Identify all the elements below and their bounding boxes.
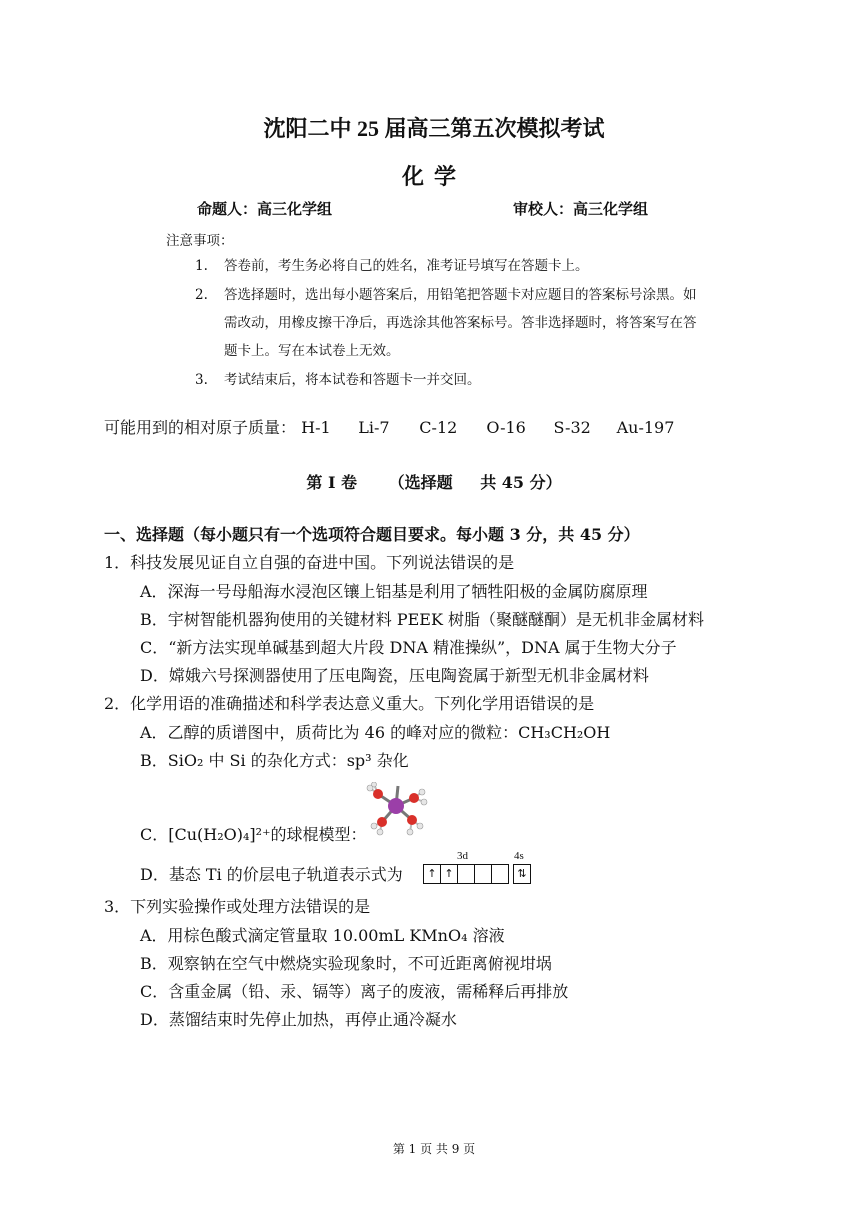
orbital-box: ⇅: [513, 864, 531, 884]
section-name: （选择题: [388, 473, 453, 492]
note-number: 1.: [195, 258, 208, 274]
subject-title: 化学: [401, 164, 466, 189]
section-title: [0, 470, 868, 493]
note-line: 题卡上。写在本试卷上无效。: [224, 343, 400, 359]
answer-option: D．基态 Ti 的价层电子轨道表示式为: [140, 865, 403, 884]
atomic-mass-value: Li-7: [358, 418, 390, 437]
note-line: 答卷前，考生务必将自己的姓名，准考证号填写在答题卡上。: [224, 258, 589, 274]
note-line: 考试结束后，将本试卷和答题卡一并交回。: [224, 372, 481, 388]
orbital-box: [474, 864, 492, 884]
atomic-mass-value: O-16: [486, 418, 526, 437]
ball-stick-model-image: [362, 782, 438, 840]
author-line: 命题人：高三化学组: [197, 200, 333, 218]
answer-option: A．乙醇的质谱图中，质荷比为 46 的峰对应的微粒：CH₃CH₂OH: [140, 723, 611, 742]
answer-option: D．蒸馏结束时先停止加热，再停止通冷凝水: [140, 1010, 457, 1029]
answer-option: B．观察钠在空气中燃烧实验现象时，不可近距离俯视坩埚: [140, 954, 552, 973]
orbital-3d-boxes: [423, 864, 508, 884]
atomic-mass-value: C-12: [419, 418, 458, 437]
note-line: 需改动，用橡皮擦干净后，再选涂其他答案标号。答非选择题时，将答案写在答: [224, 315, 697, 331]
atomic-mass-value: S-32: [553, 418, 591, 437]
page-number: 第 1 页 共 9 页: [392, 1142, 476, 1156]
atomic-masses: [104, 415, 674, 438]
section-total: 共 45 分）: [480, 473, 562, 492]
orbital-4s-boxes: [513, 864, 530, 884]
notes-heading: 注意事项：: [166, 233, 234, 249]
section-part: 第 I 卷: [306, 473, 358, 492]
answer-option: B．宇树智能机器狗使用的关键材料 PEEK 树脂（聚醚醚酮）是无机非金属材料: [140, 610, 705, 629]
answer-option: B．SiO₂ 中 Si 的杂化方式：sp³ 杂化: [140, 751, 409, 770]
note-number: 2.: [195, 287, 208, 303]
note-number: 3.: [195, 372, 208, 388]
atomic-mass-value: H-1: [301, 418, 331, 437]
answer-option: C．“新方法实现单碱基到超大片段 DNA 精准操纵”，DNA 属于生物大分子: [140, 638, 677, 657]
question-stem: 3．下列实验操作或处理方法错误的是: [104, 897, 371, 916]
answer-option: A．用棕色酸式滴定管量取 10.00mL KMnO₄ 溶液: [140, 926, 505, 945]
orbital-box: [491, 864, 509, 884]
exam-title: 沈阳二中 25 届高三第五次模拟考试: [263, 116, 605, 141]
orbital-4s-label: 4s: [514, 850, 524, 862]
answer-option: D．嫦娥六号探测器使用了压电陶瓷，压电陶瓷属于新型无机非金属材料: [140, 666, 649, 685]
reviewer-line: 审校人：高三化学组: [513, 200, 649, 218]
question-stem: 2．化学用语的准确描述和科学表达意义重大。下列化学用语错误的是: [104, 694, 595, 713]
orbital-box: ↑: [440, 864, 458, 884]
mc-heading: 一、选择题（每小题只有一个选项符合题目要求。每小题 3 分，共 45 分）: [104, 525, 640, 544]
atomic-mass-value: Au-197: [616, 418, 675, 437]
orbital-box: [457, 864, 475, 884]
atomic-masses-label: 可能用到的相对原子质量：: [104, 418, 297, 437]
orbital-box: ↑: [423, 864, 441, 884]
answer-option: C．[Cu(H₂O)₄]²⁺的球棍模型：: [140, 825, 367, 844]
question-stem: 1．科技发展见证自立自强的奋进中国。下列说法错误的是: [104, 553, 515, 572]
orbital-3d-label: 3d: [457, 850, 468, 862]
answer-option: A．深海一号母船海水浸泡区镶上铝基是利用了牺牲阳极的金属防腐原理: [140, 582, 648, 601]
answer-option: C．含重金属（铅、汞、镉等）离子的废液，需稀释后再排放: [140, 982, 569, 1001]
note-line: 答选择题时，选出每小题答案后，用铅笔把答题卡对应题目的答案标号涂黑。如: [224, 287, 697, 303]
